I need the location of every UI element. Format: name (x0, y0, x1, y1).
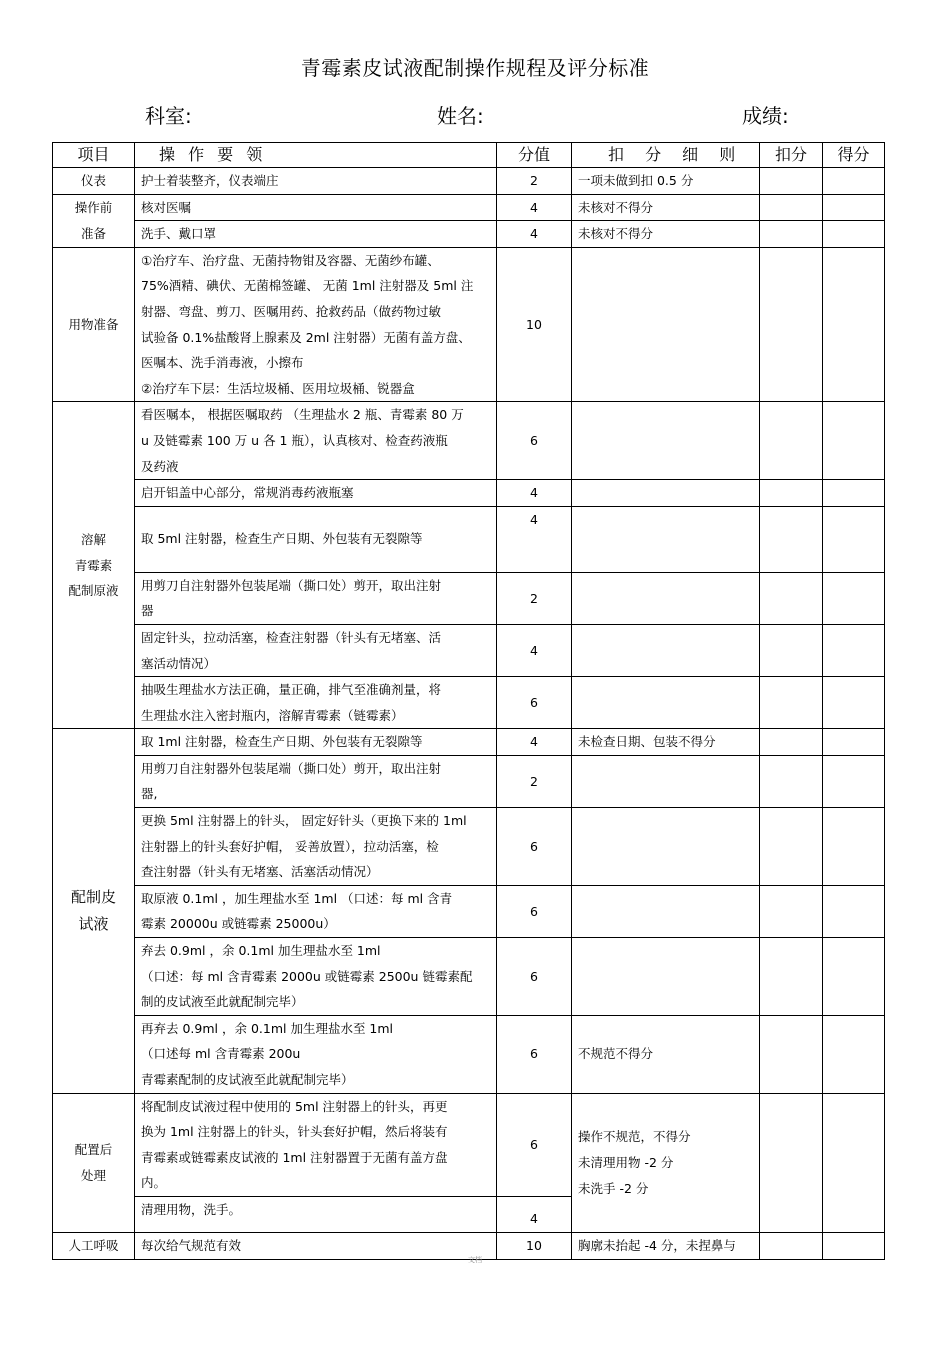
deduct-cell (572, 247, 760, 402)
score-cell: 4 (497, 194, 572, 221)
earned-input-cell[interactable] (823, 1015, 885, 1093)
score-cell: 4 (497, 729, 572, 756)
earned-input-cell[interactable] (823, 808, 885, 886)
table-row (53, 1093, 885, 1196)
table-row (53, 938, 885, 1016)
score-cell: 4 (497, 624, 572, 676)
score-cell: 4 (497, 506, 572, 572)
deduct-cell (572, 938, 760, 1016)
section-label: 用物准备 (53, 247, 135, 402)
score-cell: 6 (497, 402, 572, 480)
name-label: 姓名: (437, 104, 484, 128)
table-row (53, 168, 885, 195)
deducted-input-cell[interactable] (760, 572, 823, 624)
table-row (53, 1015, 885, 1093)
deduct-cell: 胸廓未抬起 -4 分，未捏鼻与 (572, 1232, 760, 1259)
deduct-cell (572, 624, 760, 676)
page-title: 青霉素皮试液配制操作规程及评分标准 (300, 56, 650, 80)
deducted-input-cell[interactable] (760, 1015, 823, 1093)
step-cell: 每次给气规范有效 (135, 1232, 497, 1259)
table-row (53, 808, 885, 886)
section-label: 溶解 青霉素 配制原液 (53, 402, 135, 729)
step-cell: 清理用物，洗手。 (135, 1196, 497, 1232)
earned-input-cell[interactable] (823, 1093, 885, 1232)
deducted-input-cell[interactable] (760, 506, 823, 572)
deducted-input-cell[interactable] (760, 402, 823, 480)
step-cell: ①治疗车、治疗盘、无菌持物钳及容器、无菌纱布罐、 75%酒精、碘伏、无菌棉签罐、 无菌 1ml 注射器及 5ml 注 射器、弯盘、剪刀、医嘱用药、抢救药品（做药物过敏 试验备 0.1%盐酸肾上腺素及 2ml 注射器）无菌有盖方盘、 医嘱本、洗手消毒液，小擦布 ②治疗车下层：生活垃圾桶、医用垃圾桶、锐器盒 (135, 247, 497, 402)
score-cell: 2 (497, 755, 572, 807)
step-cell: 用剪刀自注射器外包装尾端（撕口处）剪开，取出注射 器 (135, 572, 497, 624)
step-cell: 取 1ml 注射器，检查生产日期、外包装有无裂隙等 (135, 729, 497, 756)
score-cell: 4 (497, 480, 572, 507)
table-header-row (53, 143, 885, 168)
deduct-cell: 未核对不得分 (572, 194, 760, 221)
scoring-table (52, 142, 885, 1260)
deduct-cell: 不规范不得分 (572, 1015, 760, 1093)
deduct-cell (572, 808, 760, 886)
deducted-input-cell[interactable] (760, 168, 823, 195)
score-cell: 2 (497, 168, 572, 195)
deducted-input-cell[interactable] (760, 480, 823, 507)
deducted-input-cell[interactable] (760, 247, 823, 402)
step-cell: 再弃去 0.9ml ，余 0.1ml 加生理盐水至 1ml （口述每 ml 含青霉素 200u 青霉素配制的皮试液至此就配制完毕） (135, 1015, 497, 1093)
deduct-cell (572, 572, 760, 624)
table-row (53, 729, 885, 756)
step-cell: 启开铝盖中心部分，常规消毒药液瓶塞 (135, 480, 497, 507)
deducted-input-cell[interactable] (760, 624, 823, 676)
score-cell: 10 (497, 1232, 572, 1259)
page-footer: 文档 (468, 1256, 482, 1264)
score-cell: 6 (497, 808, 572, 886)
col-header-score: 分值 (497, 143, 572, 168)
deduct-cell (572, 506, 760, 572)
score-cell: 4 (497, 1196, 572, 1232)
score-cell: 4 (497, 221, 572, 248)
score-label: 成绩: (742, 104, 789, 128)
deduct-cell (572, 402, 760, 480)
deducted-input-cell[interactable] (760, 1093, 823, 1232)
table-row (53, 677, 885, 729)
table-row (53, 506, 885, 572)
table-row (53, 624, 885, 676)
deducted-input-cell[interactable] (760, 755, 823, 807)
table-row (53, 572, 885, 624)
col-header-deducted: 扣分 (760, 143, 823, 168)
dept-label: 科室: (145, 104, 192, 128)
deduct-cell (572, 480, 760, 507)
deducted-input-cell[interactable] (760, 729, 823, 756)
earned-input-cell[interactable] (823, 168, 885, 195)
deduct-cell: 操作不规范，不得分 未清理用物 -2 分 未洗手 -2 分 (572, 1093, 760, 1232)
section-label: 仪表 (53, 168, 135, 195)
table-row (53, 221, 885, 248)
deduct-cell: 一项未做到扣 0.5 分 (572, 168, 760, 195)
table-row (53, 247, 885, 402)
earned-input-cell[interactable] (823, 938, 885, 1016)
deduct-cell (572, 755, 760, 807)
deduct-cell (572, 677, 760, 729)
col-header-deduct-rules: 扣 分 细 则 (572, 143, 760, 168)
step-cell: 核对医嘱 (135, 194, 497, 221)
deduct-cell (572, 885, 760, 937)
earned-input-cell[interactable] (823, 885, 885, 937)
step-cell: 取原液 0.1ml ，加生理盐水至 1ml （口述：每 ml 含青 霉素 20000u 或链霉素 25000u） (135, 885, 497, 937)
step-cell: 固定针头，拉动活塞，检查注射器（针头有无堵塞、活 塞活动情况） (135, 624, 497, 676)
col-header-item: 项目 (53, 143, 135, 168)
score-cell: 6 (497, 938, 572, 1016)
section-label: 操作前 准备 (53, 194, 135, 247)
earned-input-cell[interactable] (823, 677, 885, 729)
earned-input-cell[interactable] (823, 221, 885, 248)
col-header-step: 操 作 要 领 (135, 143, 497, 168)
step-cell: 洗手、戴口罩 (135, 221, 497, 248)
table-row (53, 885, 885, 937)
step-cell: 用剪刀自注射器外包装尾端（撕口处）剪开，取出注射 器, (135, 755, 497, 807)
earned-input-cell[interactable] (823, 624, 885, 676)
earned-input-cell[interactable] (823, 755, 885, 807)
deduct-cell: 未检查日期、包装不得分 (572, 729, 760, 756)
col-header-earned: 得分 (823, 143, 885, 168)
step-cell: 抽吸生理盐水方法正确，量正确，排气至准确剂量，将 生理盐水注入密封瓶内，溶解青霉素（链霉素） (135, 677, 497, 729)
section-label: 人工呼吸 (53, 1232, 135, 1259)
deducted-input-cell[interactable] (760, 938, 823, 1016)
step-cell: 看医嘱本， 根据医嘱取药 （生理盐水 2 瓶、青霉素 80 万 u 及链霉素 100 万 u 各 1 瓶），认真核对、检查药液瓶 及药液 (135, 402, 497, 480)
table-row (53, 194, 885, 221)
earned-input-cell[interactable] (823, 480, 885, 507)
deducted-input-cell[interactable] (760, 194, 823, 221)
earned-input-cell[interactable] (823, 506, 885, 572)
score-cell: 6 (497, 1015, 572, 1093)
score-cell: 2 (497, 572, 572, 624)
score-cell: 6 (497, 885, 572, 937)
deducted-input-cell[interactable] (760, 808, 823, 886)
earned-input-cell[interactable] (823, 194, 885, 221)
step-cell: 更换 5ml 注射器上的针头， 固定好针头（更换下来的 1ml 注射器上的针头套好护帽， 妥善放置），拉动活塞，检 查注射器（针头有无堵塞、活塞活动情况） (135, 808, 497, 886)
score-cell: 6 (497, 1093, 572, 1196)
earned-input-cell[interactable] (823, 402, 885, 480)
score-cell: 10 (497, 247, 572, 402)
score-cell: 6 (497, 677, 572, 729)
deducted-input-cell[interactable] (760, 677, 823, 729)
deduct-cell: 未核对不得分 (572, 221, 760, 248)
step-cell: 护士着装整齐，仪表端庄 (135, 168, 497, 195)
earned-input-cell[interactable] (823, 572, 885, 624)
table-row (53, 480, 885, 507)
section-label: 配置后 处理 (53, 1093, 135, 1232)
table-row (53, 755, 885, 807)
section-label: 配制皮 试液 (53, 729, 135, 1093)
deducted-input-cell[interactable] (760, 221, 823, 248)
deducted-input-cell[interactable] (760, 885, 823, 937)
table-row (53, 402, 885, 480)
step-cell: 将配制皮试液过程中使用的 5ml 注射器上的针头，再更 换为 1ml 注射器上的针头，针头套好护帽，然后将装有 青霉素或链霉素皮试液的 1ml 注射器置于无菌有盖方盘 内。 (135, 1093, 497, 1196)
earned-input-cell[interactable] (823, 729, 885, 756)
earned-input-cell[interactable] (823, 247, 885, 402)
step-cell: 取 5ml 注射器，检查生产日期、外包装有无裂隙等 (135, 506, 497, 572)
step-cell: 弃去 0.9ml ，余 0.1ml 加生理盐水至 1ml （口述：每 ml 含青霉素 2000u 或链霉素 2500u 链霉素配 制的皮试液至此就配制完毕） (135, 938, 497, 1016)
